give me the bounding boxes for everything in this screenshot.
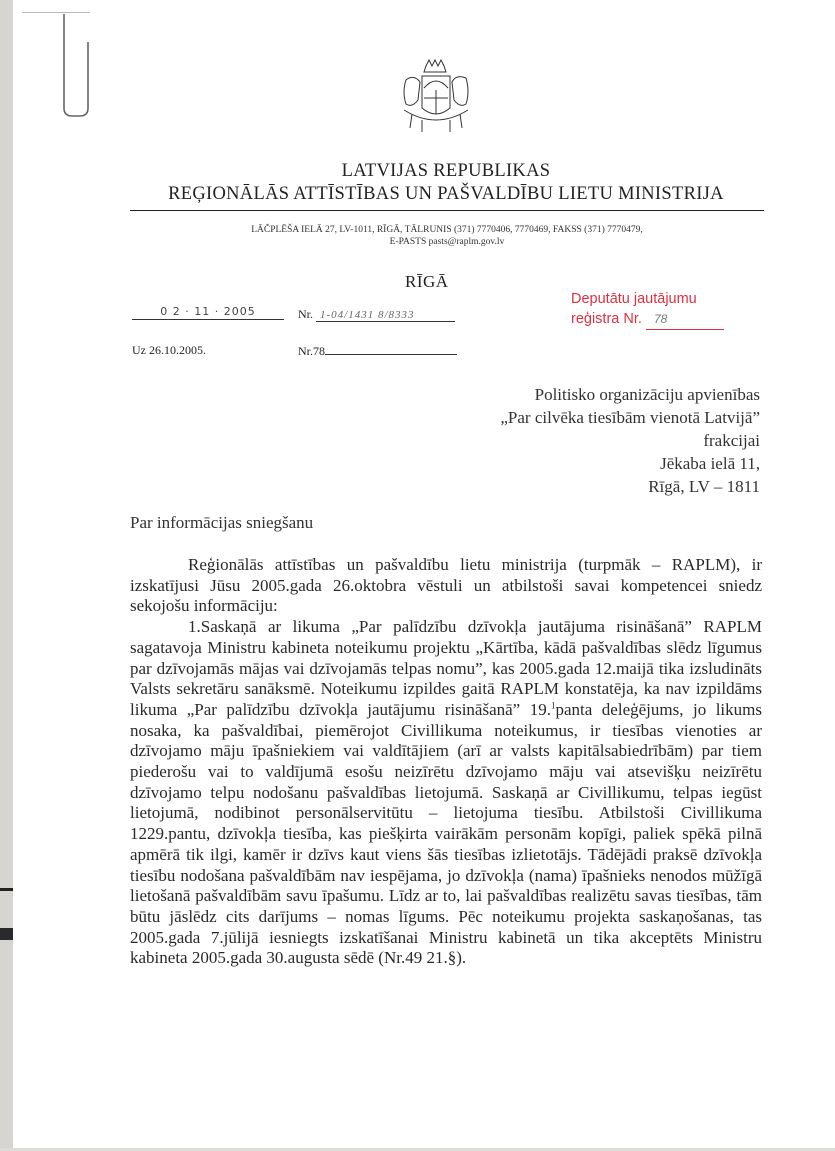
subject-line: Par informācijas sniegšanu	[130, 513, 314, 532]
point-1-paragraph	[130, 617, 762, 969]
scan-artifact	[0, 888, 13, 891]
scan-edge-left	[0, 0, 13, 1151]
header-divider	[130, 210, 764, 211]
stamp-value: 78	[646, 309, 724, 330]
point-1-text-b: panta deleģējums, jo likums nosaka, ka pašvaldībai, piemērojot Civillikuma noteikumus, ir tiesības vienoties ar dzīvojamo māju īpašniekiem vai valdītājiem (arī ar valsts kapitālsabiedrībām) par tiem piederošu vai to valdījumā esošu neizīrētu dzīvojamo māju vai atsevišķu neizīrētu dzīvojamo telpu nodošanu pašvaldības lietojumā. Saskaņā ar Civillikumu, telpas iegūst lietojumā, nodibinot personālservitūtu – lietojuma tiesību. Atbilstoši Civillikuma 1229.pantu, dzīvokļa tiesība, kas piešķirta vairākām personām kopīgi, paliek spēkā pilnā apmērā tik ilgi, kamēr ir dzīvs kaut viens šās tiesības izlietotājs. Tādējādi praksē dzīvokļa tiesību nodošana pašvaldībām nav iespējama, jo dzīvokļa (nama) īpašnieks nenodos mūžīgā lietošanā pašvaldībām savu īpašumu. Līdz ar to, lai pašvaldības realizētu savas tiesības, tām būtu jāslēdz cits darījums – nomas līgums. Pēc noteikumu projekta saskaņošanas, tas 2005.gada 7.jūlijā iesniegts izskatīšanai Ministru kabinetā un tika akceptēts Ministru kabineta 2005.gada 30.augusta sēdē (Nr.49 21.§).	[130, 699, 762, 968]
reference-date: Uz 26.10.2005.	[132, 343, 206, 357]
ref-nr: Nr.78	[298, 344, 325, 358]
city: RĪGĀ	[405, 272, 449, 291]
recipient-line: frakcijai	[703, 431, 760, 450]
date-stamp: 0 2 · 11 · 2005	[132, 305, 284, 320]
scan-artifact	[0, 928, 13, 940]
contact-address: LĀČPLĒŠA IELĀ 27, LV-1011, RĪGĀ, TĀLRUNIS (371) 7770406, 7770469, FAKSS (371) 7770479,	[251, 225, 643, 235]
recipient-line: Rīgā, LV – 1811	[648, 477, 760, 496]
recipient-line: Politisko organizāciju apvienības	[534, 385, 760, 404]
stamp-title: Deputātu jautājumu	[571, 291, 697, 307]
recipient-line: Jēkaba ielā 11,	[660, 454, 760, 473]
ministry-name: REĢIONĀLĀS ATTĪSTĪBAS UN PAŠVALDĪBU LIETU MINISTRIJA	[168, 184, 724, 204]
intro-paragraph: Reģionālās attīstības un pašvaldību lietu ministrija (turpmāk – RAPLM), ir izskatījusi Jūsu 2005.gada 26.oktobra vēstuli un atbilstoši savai kompetencei sniedz sekojošu informāciju:	[130, 555, 762, 616]
reference-number	[298, 343, 457, 359]
ref-nr-line	[325, 343, 457, 355]
letter-body	[130, 555, 762, 969]
recipient-address	[500, 383, 760, 498]
paper-clip-icon	[58, 8, 98, 118]
letterhead-title	[130, 160, 762, 206]
contact-info	[130, 224, 764, 248]
recipient-line: „Par cilvēka tiesībām vienotā Latvijā”	[500, 408, 760, 427]
coat-of-arms-icon	[396, 56, 476, 138]
registry-stamp	[571, 289, 724, 330]
nr-handwritten: 1-04/1431 8/8333	[316, 309, 455, 322]
nr-label: Nr.	[298, 307, 313, 321]
stamp-label: reģistra Nr.	[571, 311, 642, 327]
superscript: 1	[550, 700, 556, 711]
contact-email: E-PASTS pasts@raplm.gov.lv	[389, 237, 505, 247]
point-1-text-a: 1.Saskaņā ar likuma „Par palīdzību dzīvokļa jautājuma risināšanā” RAPLM sagatavoja Ministru kabineta noteikumu projektu „Kārtība, kādā pašvaldības slēdz līgumus par dzīvojamās mājas vai dzīvojamās telpas nomu”, kas 2005.gada 12.maijā tika izsludināts Valsts sekretāru sanāksmē. Noteikumu izpildes gaitā RAPLM konstatēja, ka nav izpildāms likuma „Par palīdzību dzīvokļa jautājumu risināšanā” 19.	[130, 617, 762, 719]
outgoing-number	[298, 307, 455, 322]
country-name: LATVIJAS REPUBLIKAS	[341, 161, 551, 181]
